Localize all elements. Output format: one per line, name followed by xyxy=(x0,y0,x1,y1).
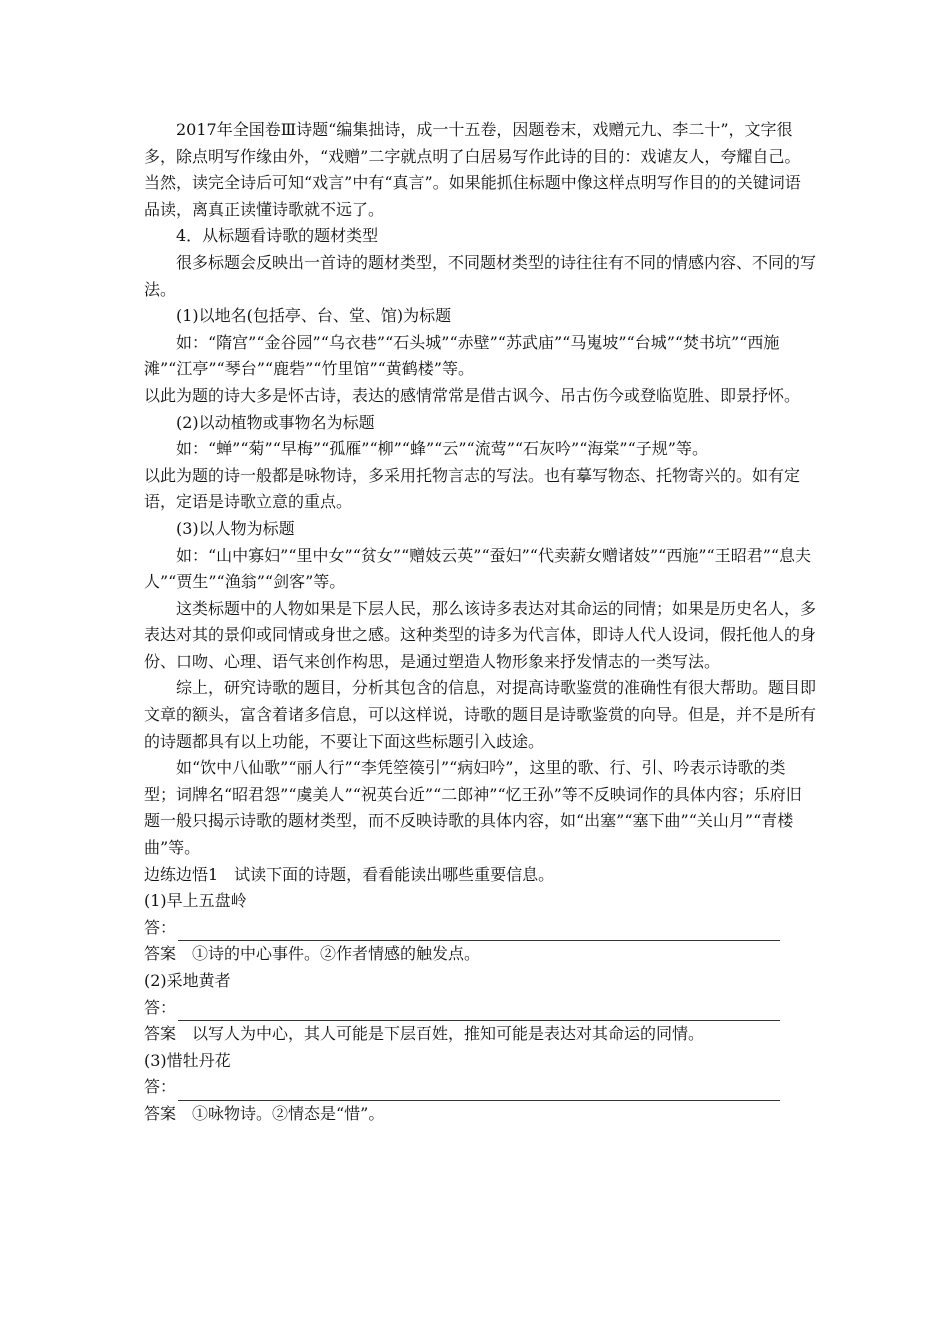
answer-prefix: 答： xyxy=(144,1077,177,1097)
note-people: 这类标题中的人物如果是下层人民，那么该诗多表达对其命运的同情；如果是历史名人，多表达对其的景仰或同情或身世之感。这种类型的诗多为代言体，即诗人代人设词，假托他人的身份、口吻、心理、语气来创作构思，是通过塑造人物形象来抒发情志的一类写法。 xyxy=(144,598,817,671)
note-objects: 以此为题的诗一般都是咏物诗，多采用托物言志的写法。也有摹写物态、托物寄兴的。如有定语，定语是诗歌立意的重点。 xyxy=(144,465,801,512)
answer-blank[interactable] xyxy=(178,921,780,941)
answer-blank[interactable] xyxy=(178,1001,780,1021)
exercise-item-1-title: (1)早上五盘岭 xyxy=(144,891,247,911)
exercise-item-3-title: (3)惜牡丹花 xyxy=(144,1050,231,1070)
subheading-people: (3)以人物为标题 xyxy=(176,518,295,538)
examples-place-names: 如：“隋宫”“金谷园”“乌衣巷”“石头城”“赤壁”“苏武庙”“马嵬坡”“台城”“焚书坑”“西施滩”“江亭”“琴台”“鹿砦”“竹里馆”“黄鹤楼”等。 xyxy=(144,332,780,379)
paragraph-title-purpose: 2017年全国卷Ⅲ诗题“编集拙诗，成一十五卷，因题卷末，戏赠元九、李二十”，文字很多，除点明写作缘由外，“戏赠”二字就点明了白居易写作此诗的目的：戏谑友人，夸耀自己。当然，读完全诗后可知“戏言”中有“真言”。如果能抓住标题中像这样点明写作目的的关键词语品读，离真正读懂诗歌就不远了。 xyxy=(144,120,801,219)
exercise-item-3-answer: 答案 ①咏物诗。②情态是“惜”。 xyxy=(144,1103,385,1123)
paragraph-summary: 综上，研究诗歌的题目，分析其包含的信息，对提高诗歌鉴赏的准确性有很大帮助。题目即文章的额头，富含着诸多信息，可以这样说，诗歌的题目是诗歌鉴赏的向导。但是，并不是所有的诗题都具有以上功能，不要让下面这些标题引入歧途。 xyxy=(144,678,817,751)
paragraph-warning: 如“饮中八仙歌”“丽人行”“李凭箜篌引”“病妇吟”，这里的歌、行、引、吟表示诗歌的类型；词牌名“昭君怨”“虞美人”“祝英台近”“二郎神”“忆王孙”等不反映词作的具体内容；乐府旧题一般只揭示诗歌的题材类型，而不反映诗歌的具体内容，如“出塞”“塞下曲”“关山月”“青楼曲”等。 xyxy=(144,758,802,858)
examples-objects: 如：“蝉”“菊”“早梅”“孤雁”“柳”“蜂”“云”“流莺”“石灰吟”“海棠”“子规”等。 xyxy=(176,439,708,459)
section-heading-4: 4．从标题看诗歌的题材类型 xyxy=(176,226,379,246)
exercise-item-1-answer: 答案 ①诗的中心事件。②作者情感的触发点。 xyxy=(144,944,481,964)
exercise-item-1-answer-line xyxy=(144,915,816,942)
paragraph-intro-genre: 很多标题会反映出一首诗的题材类型，不同题材类型的诗往往有不同的情感内容、不同的写法。 xyxy=(144,252,817,299)
answer-blank[interactable] xyxy=(178,1081,780,1101)
subheading-objects: (2)以动植物或事物名为标题 xyxy=(176,412,375,432)
note-place-names: 以此为题的诗大多是怀古诗，表达的感情常常是借古讽今、吊古伤今或登临览胜、即景抒怀。 xyxy=(144,385,801,405)
answer-prefix: 答： xyxy=(144,997,177,1017)
exercise-intro: 边练边悟1 试读下面的诗题，看看能读出哪些重要信息。 xyxy=(144,864,555,884)
exercise-item-3-answer-line xyxy=(144,1074,816,1101)
exercise-item-2-answer-line xyxy=(144,995,816,1022)
exercise-item-2-answer: 答案 以写人为中心，其人可能是下层百姓，推知可能是表达对其命运的同情。 xyxy=(144,1024,705,1044)
answer-prefix: 答： xyxy=(144,917,177,937)
examples-people: 如：“山中寡妇”“里中女”“贫女”“赠妓云英”“蚕妇”“代卖薪女赠诸妓”“西施”“王昭君”“息夫人”“贾生”“渔翁”“剑客”等。 xyxy=(144,545,812,592)
exercise-item-2-title: (2)采地黄者 xyxy=(144,971,231,990)
document-page xyxy=(144,117,816,1128)
subheading-place-names: (1)以地名(包括亭、台、堂、馆)为标题 xyxy=(176,306,452,326)
